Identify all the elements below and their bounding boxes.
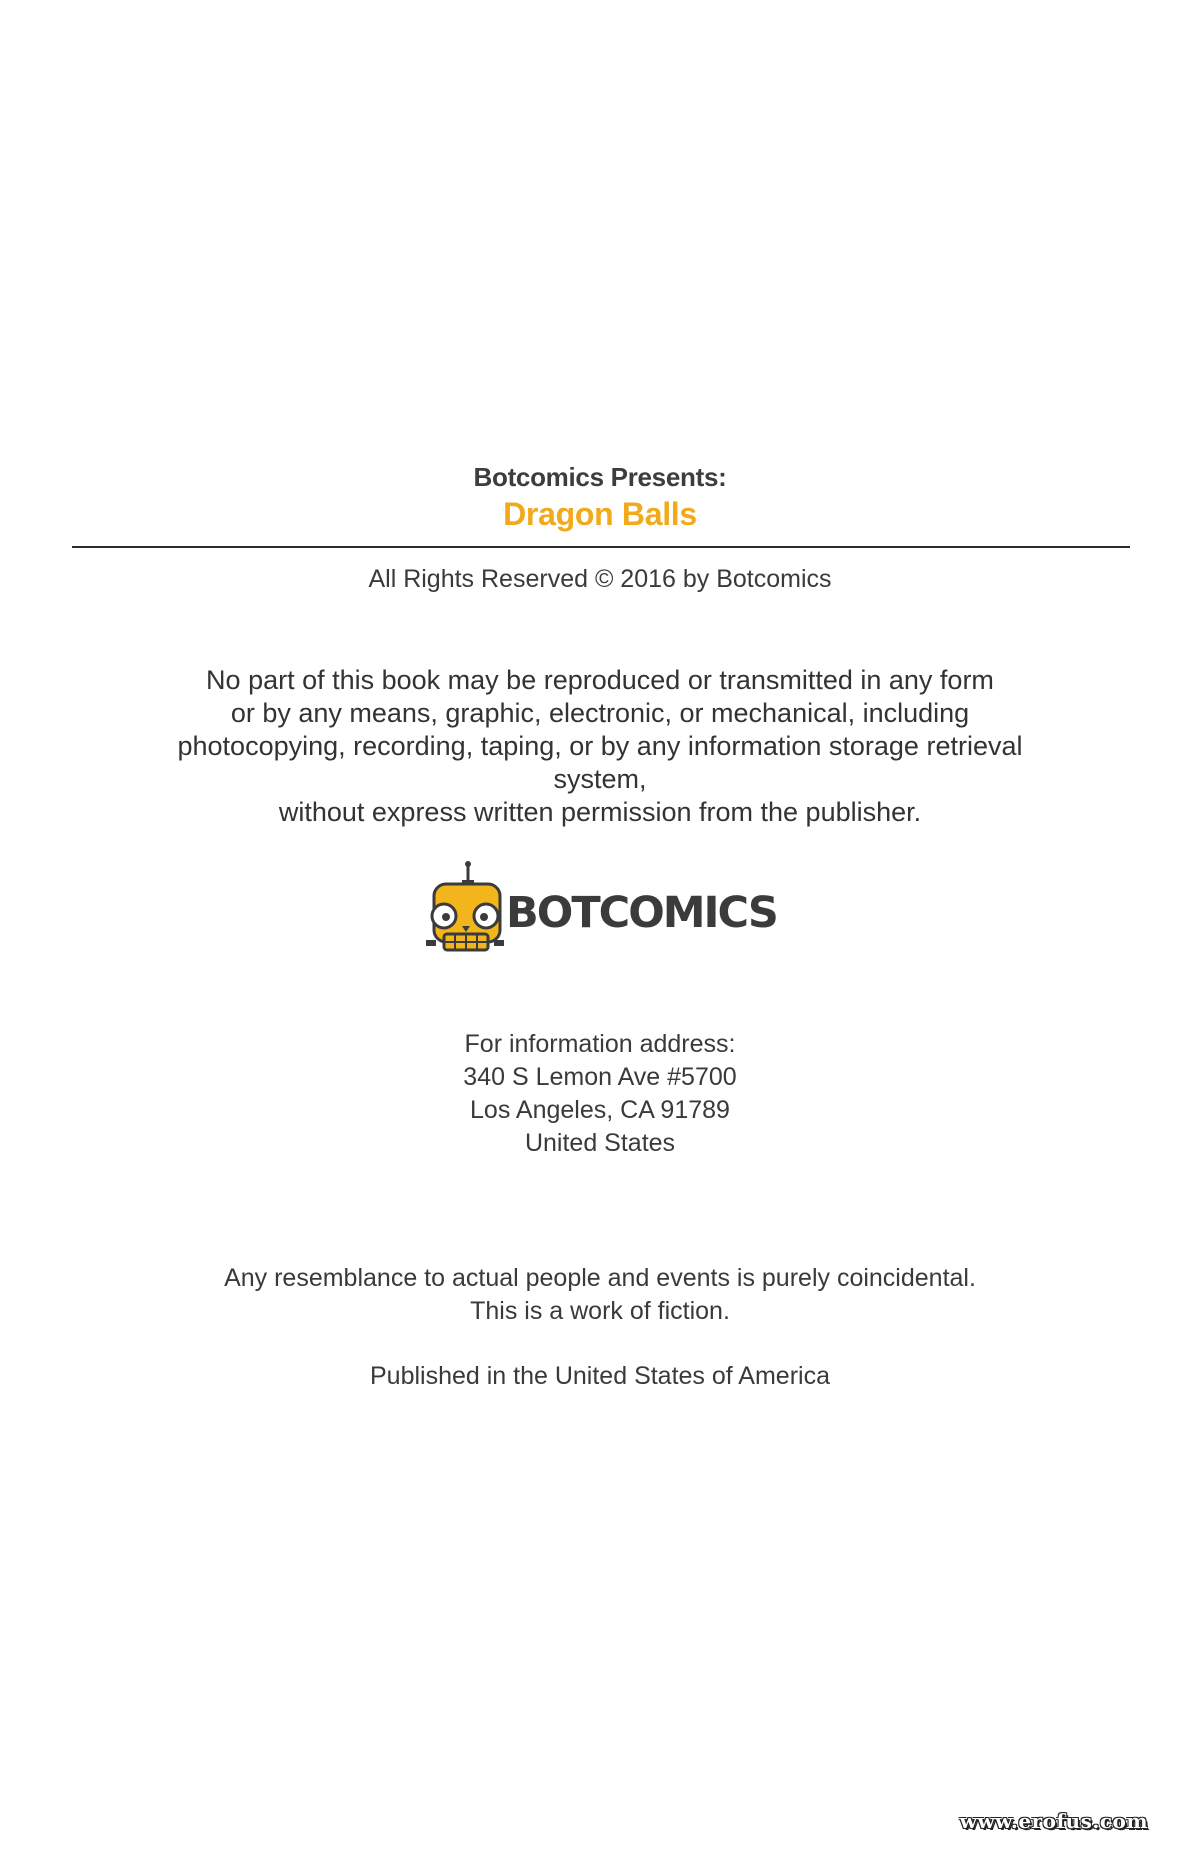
fiction-disclaimer bbox=[0, 1262, 1200, 1328]
watermark: www.erofus.com bbox=[959, 1809, 1148, 1833]
robot-head-icon bbox=[422, 860, 506, 960]
notice-line: system, bbox=[553, 764, 647, 794]
presents-label: Botcomics Presents: bbox=[473, 462, 727, 492]
published-line: Published in the United States of America bbox=[370, 1362, 830, 1390]
notice-line: photocopying, recording, taping, or by any information storage retrieval bbox=[177, 731, 1023, 761]
publisher-address bbox=[0, 1028, 1200, 1160]
book-title: Dragon Balls bbox=[503, 496, 697, 532]
reproduction-notice bbox=[0, 664, 1200, 829]
botcomics-logo bbox=[422, 860, 782, 960]
address-line: For information address: bbox=[464, 1030, 736, 1058]
disclaimer-line: Any resemblance to actual people and events is purely coincidental. bbox=[224, 1264, 976, 1292]
address-line: United States bbox=[524, 1129, 676, 1157]
logo-wordmark: BOTCOMICS bbox=[506, 888, 777, 938]
address-line: Los Angeles, CA 91789 bbox=[470, 1096, 730, 1124]
divider bbox=[72, 546, 1130, 548]
address-line: 340 S Lemon Ave #5700 bbox=[463, 1063, 737, 1091]
disclaimer-line: This is a work of fiction. bbox=[470, 1297, 730, 1325]
copyright-line: All Rights Reserved © 2016 by Botcomics bbox=[368, 565, 832, 593]
notice-line: without express written permission from the publisher. bbox=[278, 797, 922, 827]
notice-line: No part of this book may be reproduced or transmitted in any form bbox=[206, 665, 994, 695]
notice-line: or by any means, graphic, electronic, or mechanical, including bbox=[230, 698, 970, 728]
